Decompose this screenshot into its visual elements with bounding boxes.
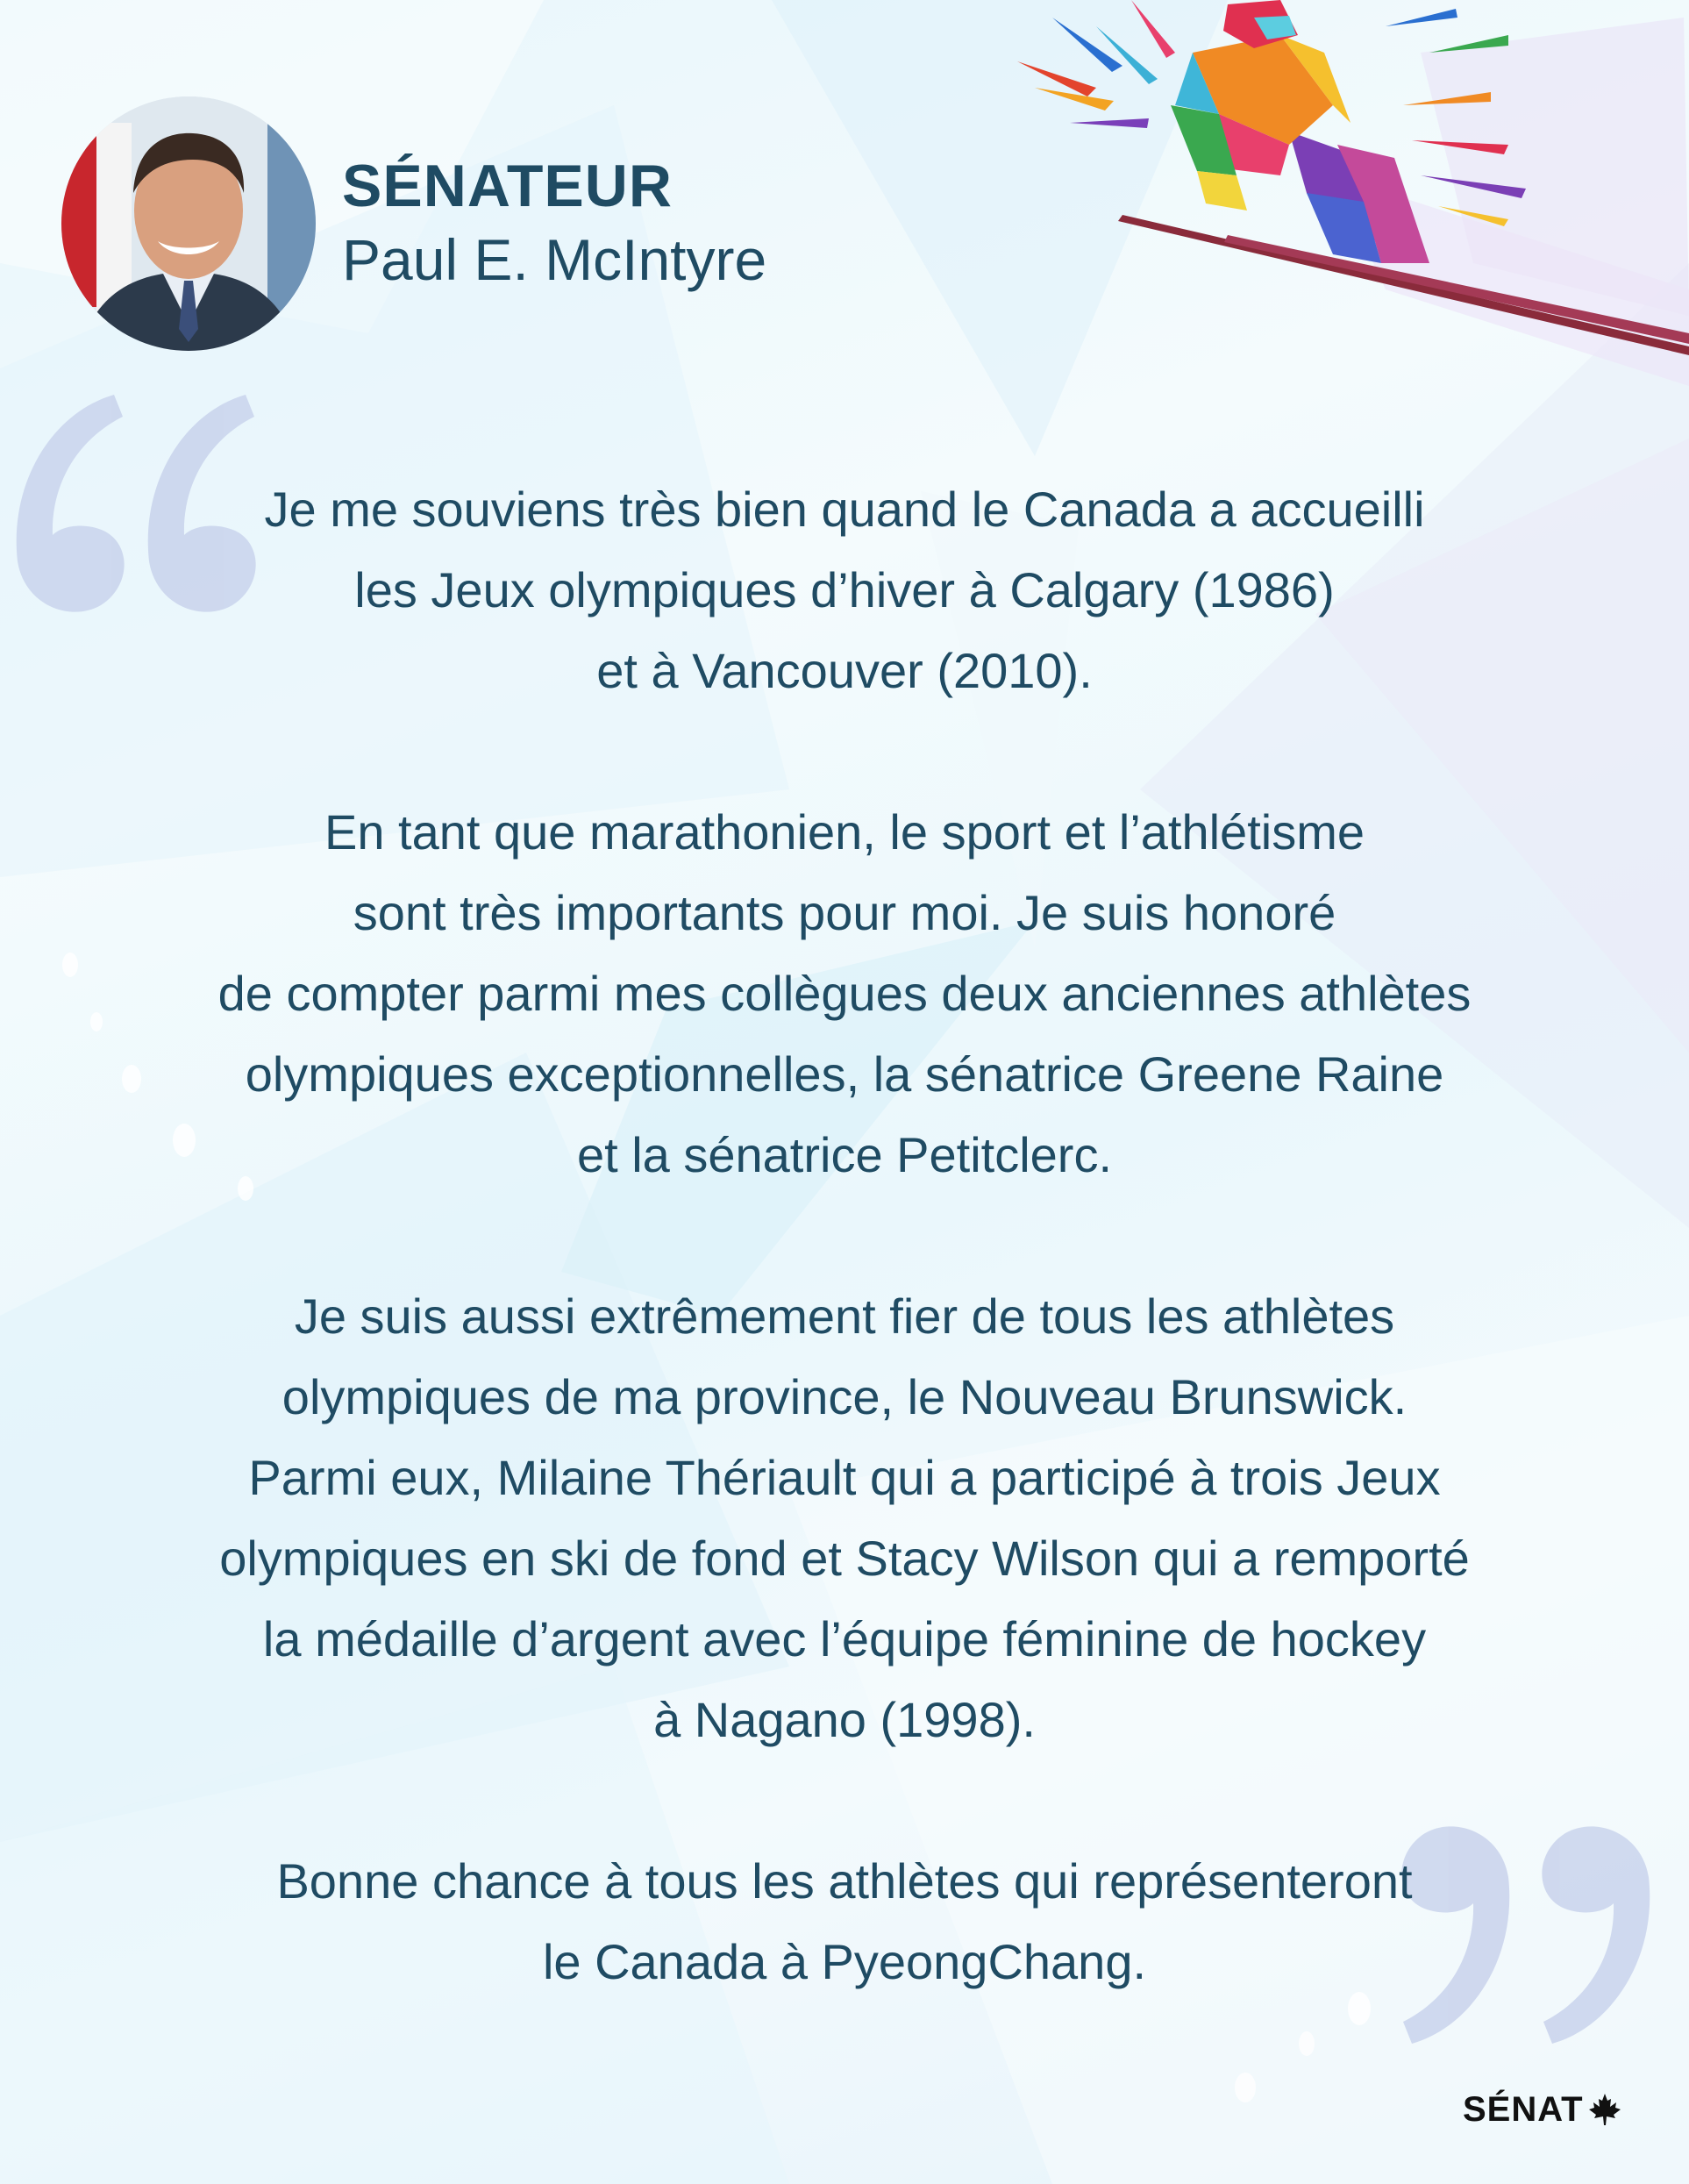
message-line: Je suis aussi extrêmement fier de tous les athlètes bbox=[294, 1288, 1395, 1344]
maple-leaf-icon bbox=[1587, 2092, 1622, 2127]
senator-name: Paul E. McIntyre bbox=[342, 226, 767, 292]
message-line: Parmi eux, Milaine Thériault qui a participé à trois Jeux bbox=[248, 1450, 1441, 1505]
message-line: Bonne chance à tous les athlètes qui représenteront bbox=[276, 1853, 1413, 1909]
message-paragraph bbox=[53, 792, 1636, 1195]
message-line: olympiques en ski de fond et Stacy Wilson qui a remporté bbox=[219, 1531, 1470, 1586]
message-paragraph bbox=[53, 469, 1636, 711]
message-line: à Nagano (1998). bbox=[653, 1692, 1036, 1747]
message-body bbox=[53, 469, 1636, 2083]
message-line: Je me souviens très bien quand le Canada a accueilli bbox=[264, 482, 1425, 537]
message-line: les Jeux olympiques d’hiver à Calgary (1986) bbox=[354, 562, 1335, 617]
message-line: sont très importants pour moi. Je suis honoré bbox=[353, 885, 1336, 940]
senate-logo-text: SÉNAT bbox=[1463, 2089, 1584, 2129]
message-line: olympiques exceptionnelles, la sénatrice Greene Raine bbox=[245, 1046, 1444, 1102]
message-line: En tant que marathonien, le sport et l’athlétisme bbox=[324, 804, 1365, 860]
message-line: de compter parmi mes collègues deux anciennes athlètes bbox=[217, 966, 1472, 1021]
message-line: le Canada à PyeongChang. bbox=[542, 1934, 1147, 1989]
message-paragraph bbox=[53, 1276, 1636, 1760]
senator-name-block bbox=[342, 153, 766, 298]
message-paragraph bbox=[53, 1841, 1636, 2002]
message-line: la médaille d’argent avec l’équipe féminine de hockey bbox=[262, 1611, 1427, 1667]
senator-portrait bbox=[61, 96, 316, 351]
message-line: olympiques de ma province, le Nouveau Brunswick. bbox=[282, 1369, 1408, 1424]
message-line: et la sénatrice Petitclerc. bbox=[576, 1127, 1113, 1182]
message-line: et à Vancouver (2010). bbox=[596, 643, 1093, 698]
skier-illustration bbox=[1017, 0, 1689, 386]
senator-header bbox=[61, 96, 1026, 360]
senate-logo bbox=[1463, 2088, 1622, 2131]
senator-title: SÉNATEUR bbox=[342, 153, 673, 219]
